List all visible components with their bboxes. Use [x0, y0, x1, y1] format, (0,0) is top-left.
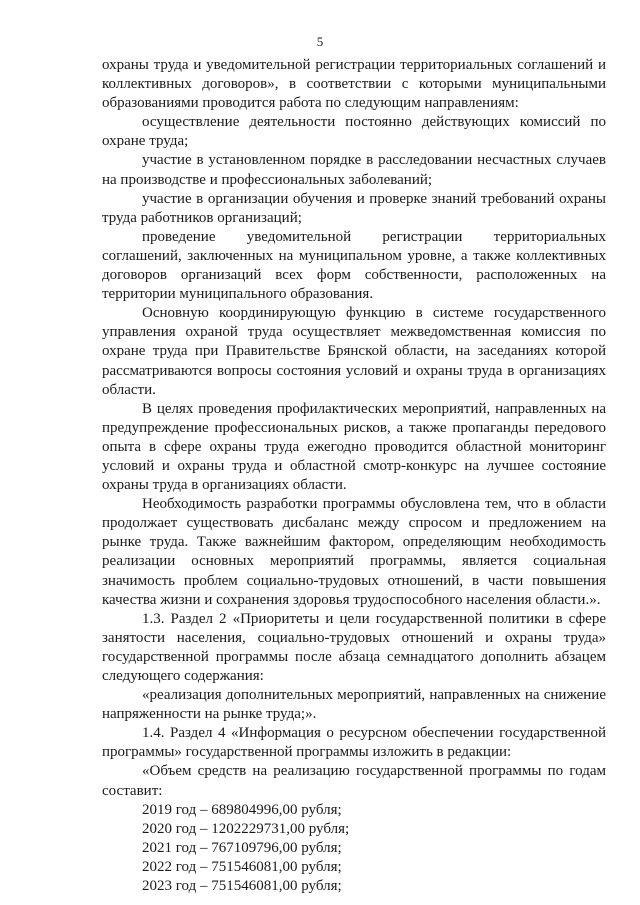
paragraph-new-item: «реализация дополнительных мероприятий, направленных на снижение напряженности на рынке труда;». — [102, 687, 606, 723]
paragraph-necessity: Необходимость разработки программы обусловлена тем, что в области продолжает существовать дисбаланс между спросом и предложением на рынке труда. Также важнейшим фактором, определяющим необходимость реализации основных мероприятий программы, является социальная значимость проблем социально-трудовых отношений, в части повышения качества жизни и сохранения здоровья трудоспособного населения области.». — [102, 496, 606, 608]
funding-line-2019: 2019 год – 689804996,00 рубля; — [142, 801, 342, 818]
funding-line-2023: 2023 год – 751546081,00 рубля; — [142, 878, 342, 895]
paragraph-section-4: 1.4. Раздел 4 «Информация о ресурсном обеспечении государственной программы» государственной программы изложить в редакции: — [102, 725, 606, 761]
paragraph-section-2: 1.3. Раздел 2 «Приоритеты и цели государственной политики в сфере занятости населения, социально-трудовых отношений и охраны труда» государственной программы после абзаца семнадцатого дополнить абзацем следующего содержания: — [102, 610, 606, 684]
document-body — [102, 56, 606, 896]
paragraph-training: участие в организации обучения и проверке знаний требований охраны труда работников организаций; — [102, 190, 606, 226]
page-number: 5 — [316, 34, 324, 49]
paragraph-continuation: охраны труда и уведомительной регистрации территориальных соглашений и коллективных договоров», в соответствии с которыми муниципальными образованиями проводится работа по следующим направлениям: — [102, 57, 606, 112]
funding-line-2022: 2022 год – 751546081,00 рубля; — [142, 858, 342, 875]
paragraph-prevention: В целях проведения профилактических мероприятий, направленных на предупреждение профессиональных рисков, а также пропаганды передового опыта в сфере охраны труда ежегодно проводится областной мониторинг условий и охраны труда и областной смотр-конкурс на лучшее состояние охраны труда в организациях области. — [102, 400, 606, 494]
funding-line-2020: 2020 год – 1202229731,00 рубля; — [142, 820, 350, 837]
paragraph-funding-intro: «Объем средств на реализацию государственной программы по годам составит: — [102, 763, 606, 799]
paragraph-registration: проведение уведомительной регистрации территориальных соглашений, заключенных на муниципальном уровне, а также коллективных договоров организаций всех форм собственности, расположенных на территории муниципального образования. — [102, 228, 606, 303]
paragraph-coordination: Основную координирующую функцию в системе государственного управления охраной труда осуществляет межведомственная комиссия по охране труда при Правительстве Брянской области, на заседаниях которой рассматриваются вопросы состояния условий и охраны труда в организациях области. — [102, 305, 606, 398]
funding-line-2021: 2021 год – 767109796,00 рубля; — [142, 839, 342, 856]
paragraph-investigation: участие в установленном порядке в расследовании несчастных случаев на производстве и профессиональных заболеваний; — [102, 152, 606, 188]
paragraph-commissions: осуществление деятельности постоянно действующих комиссий по охране труда; — [102, 114, 606, 150]
